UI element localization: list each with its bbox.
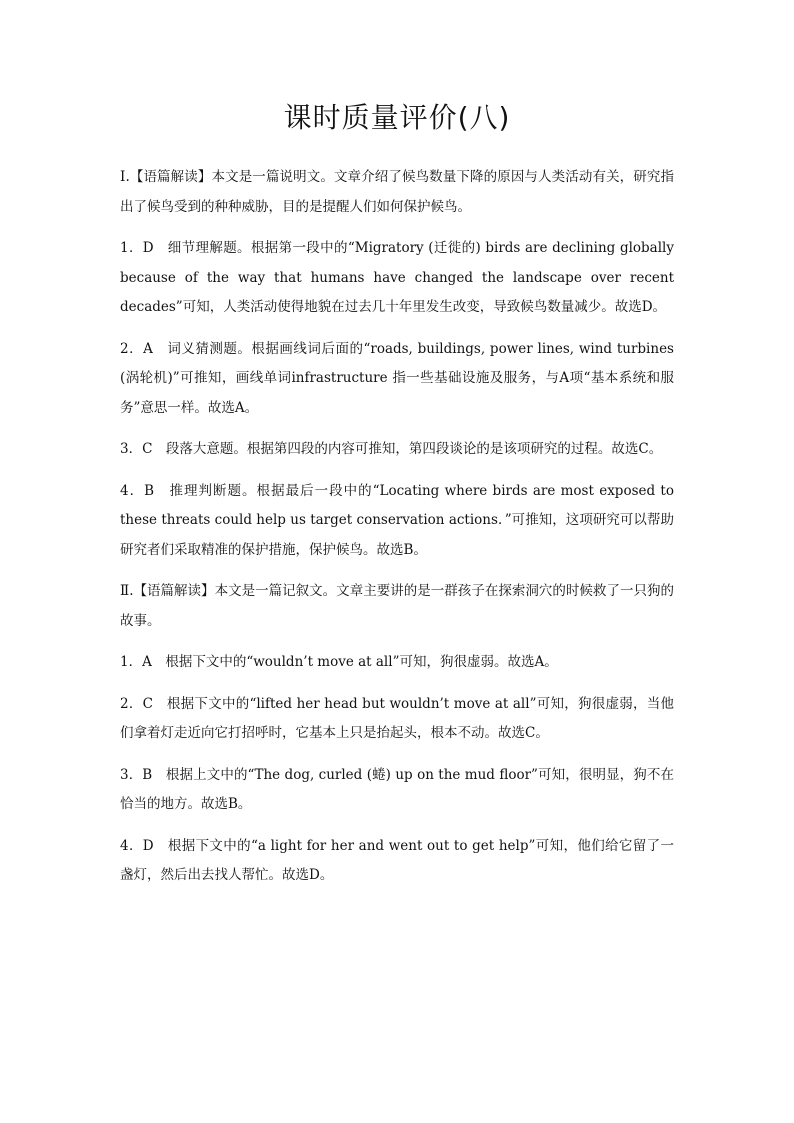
section-1-intro: Ⅰ.【语篇解读】本文是一篇说明文。文章介绍了候鸟数量下降的原因与人类活动有关，研究指出了候鸟受到的种种威胁，目的是提醒人们如何保护候鸟。 [120,169,674,215]
section-2-answer-1: 1．A 根据下文中的“wouldn’t move at all”可知，狗很虚弱。故选A。 [120,654,558,670]
section-1-answer-3: 3．C 段落大意题。根据第四段的内容可推知，第四段谈论的是该项研究的过程。故选C。 [120,441,663,457]
section-2-answer-4: 4．D 根据下文中的“a light for her and went out to get help”可知，他们给它留了一盏灯，然后出去找人帮忙。故选D。 [120,837,674,883]
section-2-answer-3: 3．B 根据上文中的“The dog, curled (蜷) up on the mud floor”可知，很明显，狗不在恰当的地方。故选B。 [120,766,674,812]
section-1-answer-1: 1．D 细节理解题。根据第一段中的“Migratory (迁徙的) birds are declining globally because of the way that humans have changed the landscape over recent decades”可知，人类活动使得地貌在过去几十年里发生改变，导致候鸟数量减少。故选D。 [120,240,674,315]
page-title: 课时质量评价(八) [283,101,511,134]
section-2-answer-2: 2．C 根据下文中的“lifted her head but wouldn’t move at all”可知，狗很虚弱，当他们拿着灯走近向它打招呼时，它基本上只是抬起头，根本不动。故选C。 [120,695,674,741]
answer-content [120,163,674,903]
section-1-answer-2: 2．A 词义猜测题。根据画线词后面的“roads, buildings, power lines, wind turbines (涡轮机)”可推知，画线单词infrastructure 指一些基础设施及服务，与A项“基本系统和服务”意思一样。故选A。 [120,340,674,416]
section-1-answer-4: 4．B 推理判断题。根据最后一段中的“Locating where birds are most exposed to these threats could help us target conservation actions．”可推知，这项研究可以帮助研究者们采取精准的保护措施，保护候鸟。故选B。 [120,482,674,558]
section-2-intro: Ⅱ.【语篇解读】本文是一篇记叙文。文章主要讲的是一群孩子在探索洞穴的时候救了一只狗的故事。 [120,583,674,629]
